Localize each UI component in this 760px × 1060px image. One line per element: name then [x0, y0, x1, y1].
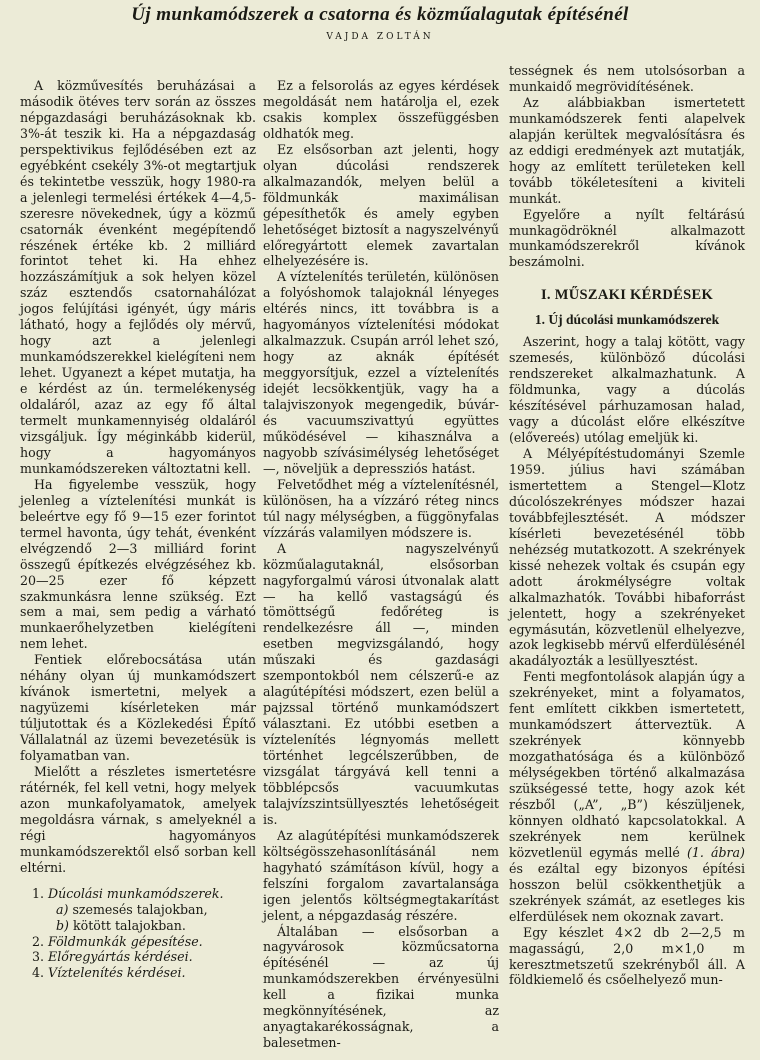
paragraph: A Mélyépítéstudományi Szemle 1959. július havi számában ismertettem a Stengel—Klotz dúcolószekrényes módszer hazai továbbfejlesztését. A módszer kísérleti bevezetésénél több nehézség mutatkozott. A szekrények kissé nehezek voltak és csupán egy adott árokmélységre voltak alkalmazhatók. További hibaforrást jelentett, hogy a szekrényeket egymásután, közvetlenül elhelyezve, azok legkisebb mérvű elferdülésénél akadályozták a lesüllyesztést. [509, 446, 745, 669]
subsection-heading: 1. Új dúcolási munkamódszerek [534, 312, 720, 328]
list-item [20, 949, 256, 965]
paragraph: Ez a felsorolás az egyes kérdések megoldását nem határolja el, ezek csakis komplex összefüggésben oldhatók meg. [263, 78, 499, 141]
paragraph-text: Fenti megfontolások alapján úgy a szekrényeket, mint a folyamatos, fent említett cikkben ismertetett, munkamódszert átterveztük. A szekrények könnyebb mozgathatósága és a különböző mélységekben történő alkalmazása szükségessé tette, hogy azok két részből („A”, „B”) készüljenek, könnyen oldható kapcsolatokkal. A szekrények nem kerülnek közvetlenül egymás mellé [509, 669, 745, 860]
paragraph: Aszerint, hogy a talaj kötött, vagy szemesés, különböző dúcolási rendszereket alkalmazhatunk. A földmunka, vagy a dúcolás készítésével párhuzamosan halad, vagy a dúcolást előre elkészítve (elővereés) utólag emeljük ki. [509, 334, 745, 446]
list-item-text: Dúcolási munkamódszerek. [48, 885, 224, 901]
list-item-text: szemesés talajokban, [72, 901, 208, 917]
list-item-text: Víztelenítés kérdései. [48, 965, 186, 981]
list-item-text: Előregyártás kérdései. [48, 949, 193, 965]
column-2 [263, 78, 499, 1051]
paragraph: Egy készlet 4×2 db 2—2,5 m magasságú, 2,0 m×1,0 m keresztmetszetű szekrényből áll. A földkiemelő és csőelhelyező mun- [509, 924, 745, 988]
paragraph: Egyelőre a nyílt feltárású munkagödröknél alkalmazott munkamódszerekről kívánok beszámolni. [509, 206, 745, 270]
paragraph: Ez elsősorban azt jelenti, hogy olyan dúcolási rendszerek alkalmazandók, melyen belül a földmunkák maximálisan gépesíthetők és amely egyben lehetőséget biztosít a nagyszelvényű előregyártott elemek zavartalan elhelyezésére is. [263, 141, 499, 269]
paragraph: A víztelenítés területén, különösen a folyóshomok talajoknál lényeges eltérés nincs, itt továbbra is a hagyományos víztelenítési módokat alkalmazzuk. Csupán arról lehet szó, hogy az aknák építését meggyorsítjuk, ezzel a víztelenítés idejét lecsökkentjük, vagy ha a talajviszonyok megengedik, búvár- és vacuumszivattyú együttes működésével — kihasználva a nagyobb szívásimélység lehetőséget —, növeljük a depressziós hatást. [263, 269, 499, 476]
list-item-text: kötött talajokban. [73, 917, 186, 933]
paragraph [509, 669, 745, 924]
paragraph: tességnek és nem utolsósorban a munkaidő megrövidítésének. [509, 63, 745, 94]
column-3 [509, 63, 745, 988]
list-item-number: 4. [32, 965, 45, 981]
paragraph: Általában — elsősorban a nagyvárosok közműcsatorna építésénél — az új munkamódszerekben érvényesülni kell a fizikai munka megkönnyítésének, az anyagtakarékosságnak, a balesetmen- [263, 923, 499, 1051]
list-item [20, 886, 256, 902]
list-item [20, 918, 256, 934]
paragraph: Felvetődhet még a víztelenítésnél, különösen, ha a vízzáró réteg nincs túl nagy mélységben, a függönyfalas vízzárás valamilyen módszere is. [263, 476, 499, 540]
list-item-number: 3. [32, 949, 45, 965]
column-1 [20, 78, 256, 981]
list-item [20, 934, 256, 950]
list-item [20, 902, 256, 918]
paragraph: A nagyszelvényű közműalagutaknál, elsősorban nagyforgalmú városi útvonalak alatt — ha kellő vastagságú és tömöttségű fedőréteg is rendelkezésre áll —, minden esetben megvizsgálandó, hogy műszaki és gazdasági szempontokból nem célszerű-e az alagútépítési módszert, ezen belül a pajzssal történő munkamódszert választani. Ez utóbbi esetben a víztelenítés légnyomás mellett történhet legcélszerűbben, de vizsgálat tárgyává kell tenni a többlépcsős vacuumkutas talajvízszintsüllyesztés lehetőségeit is. [263, 540, 499, 827]
section-heading: I. MŰSZAKI KÉRDÉSEK [540, 287, 714, 304]
list-item-number: 2. [32, 933, 45, 949]
paragraph: A közművesítés beruházásai a második ötéves terv során az összes népgazdasági beruházásoknak kb. 3%-át teszik ki. Ha a népgazdaság perspektivikus fejlődésében ezt az egyébként csekély 3%-ot megtartjuk és tekintetbe vesszük, hogy 1980-ra a jelenlegi termelési értékek 4—4,5-szeresre növekednek, úgy a közmű csatornák évenként megépítendő részének értéke kb. 2 milliárd forintot tehet ki. Ha ehhez hozzászámítjuk a sok helyen közel száz esztendős csatornahálózat jogos felújítási igényét, úgy máris látható, hogy a fejlődés oly mérvű, hogy azt a jelenlegi munkamódszerekkel kielégíteni nem lehet. Ugyanezt a képet mutatja, ha e kérdést az ún. termelékenység oldaláról, azaz az egy fő által termelt munkamennyiség oldaláról vizsgáljuk. Így méginkább kiderül, hogy a hagyományos munkamódszereken változtatni kell. [20, 78, 256, 476]
paragraph: Mielőtt a részletes ismertetésre rátérnék, fel kell vetni, hogy melyek azon munkafolyamatok, amelyek megoldásra várnak, s amelyeknél a régi hagyományos munkamódszerektől első sorban kell eltérni. [20, 763, 256, 875]
paragraph: Ha figyelembe vesszük, hogy jelenleg a víztelenítési munkát is beleértve egy fő 9—15 ezer forintot termel havonta, úgy tehát, évenként elvégzendő 2—3 milliárd forint összegű építkezés elvégzéséhez kb. 20—25 ezer fő képzett szakmunkásra lenne szükség. Ezt sem a mai, sem pedig a várható munkaerőhelyzetben kielégíteni nem lehet. [20, 476, 256, 652]
list-item-text: Földmunkák gépesítése. [48, 933, 203, 949]
list-item-number: a) [56, 901, 69, 917]
figure-reference: (1. ábra) [686, 844, 745, 860]
list-item [20, 965, 256, 981]
article-title: Új munkamódszerek a csatorna és közműalagutak építésénél [131, 4, 629, 25]
author-name: VAJDA ZOLTÁN [326, 32, 434, 42]
list-item-number: b) [56, 917, 69, 933]
paragraph: Az alábbiakban ismertetett munkamódszerek fenti alapelvek alapján kerültek megvalósításra és az eddigi eredmények azt mutatják, hogy az említett területeken kell tovább tökéletesíteni a kiviteli munkát. [509, 94, 745, 206]
topic-list [20, 886, 256, 982]
paragraph-text: és ezáltal egy bizonyos építési hosszon belül csökkenthetjük a szekrények számát, az esetleges kis elferdülések nem okoznak zavart. [509, 860, 745, 924]
paragraph: Fentiek előrebocsátása után néhány olyan új munkamódszert kívánok ismertetni, melyek a nagyüzemi kísérleteken már túljutottak és a Közlekedési Építő Vállalatnál az üzemi bevezetésük is folyamatban van. [20, 652, 256, 764]
paragraph: Az alagútépítési munkamódszerek költségösszehasonlításánál nem hagyható számításon kívül, hogy a felszíni forgalom zavartalansága igen jelentős költségmegtakarítást jelent, a népgazdaság részére. [263, 827, 499, 923]
list-item-number: 1. [32, 885, 45, 901]
